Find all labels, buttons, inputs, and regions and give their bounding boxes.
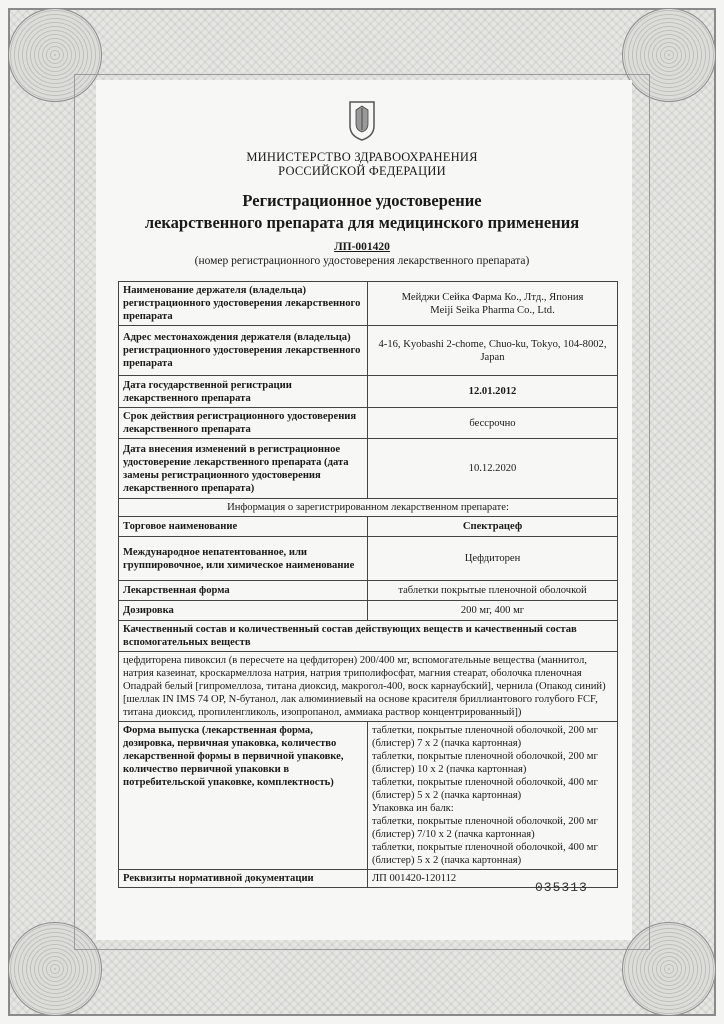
inn-value: Цефдиторен	[368, 537, 618, 581]
table-row	[119, 621, 618, 652]
trade-name-label: Торговое наименование	[119, 517, 368, 537]
holder-value-en: Meiji Seika Pharma Co., Ltd.	[430, 304, 555, 316]
dosage-value: 200 мг, 400 мг	[368, 601, 618, 621]
packaging-label: Форма выпуска (лекарственная форма, дозировка, первичная упаковка, количество лекарственной формы в первичной упаковке, количество первичной упаковки в потребительской упаковке, комплектность)	[119, 722, 368, 870]
registration-number: ЛП-001420	[334, 241, 390, 253]
change-date-value: 10.12.2020	[368, 439, 618, 499]
title-line: Регистрационное удостоверение	[242, 191, 482, 210]
reg-date-value: 12.01.2012	[368, 376, 618, 408]
packaging-line: таблетки, покрытые пленочной оболочкой, 400 мг	[372, 777, 598, 788]
table-row	[119, 376, 618, 408]
packaging-line: (блистер) 10 x 2 (пачка картонная)	[372, 764, 527, 775]
composition-value: цефдиторена пивоксил (в пересчете на цефдиторен) 200/400 мг, вспомогательные вещества (маннитол, натрия казеинат, кроскармеллоза натрия, натрия триполифосфат, магния стеарат, оболочка пленочная Опадрай белый [гипромеллоза, титана диоксид, макрогол-400, воск карнаубский], чернила (Опакод синий) [шеллак IN IMS 74 OP, N-бутанол, лак алюминиевый на основе красителя бриллиантового голубого FCF, титана диоксид, пропиленгликоль, изопропанол, аммиака раствор концентрированный])	[119, 652, 618, 722]
trade-name-value: Спектрацеф	[368, 517, 618, 537]
table-row	[119, 282, 618, 326]
table-row	[119, 517, 618, 537]
packaging-value	[368, 722, 618, 870]
packaging-line: таблетки, покрытые пленочной оболочкой, 200 мг	[372, 816, 598, 827]
packaging-line: таблетки, покрытые пленочной оболочкой, 200 мг	[372, 751, 598, 762]
table-row	[119, 499, 618, 517]
packaging-line: таблетки, покрытые пленочной оболочкой, 200 мг	[372, 725, 598, 736]
table-row	[119, 326, 618, 376]
packaging-line: (блистер) 7/10 x 2 (пачка картонная)	[372, 829, 535, 840]
coat-of-arms-icon	[347, 98, 377, 142]
serial-number: 035313	[535, 880, 588, 895]
normdoc-label: Реквизиты нормативной документации	[119, 870, 368, 888]
composition-header: Качественный состав и количественный состав действующих веществ и качественный состав вспомогательных веществ	[119, 621, 618, 652]
packaging-line: (блистер) 7 x 2 (пачка картонная)	[372, 738, 522, 749]
ministry-line: РОССИЙСКОЙ ФЕДЕРАЦИИ	[278, 164, 446, 178]
table-row	[119, 601, 618, 621]
table-row	[119, 581, 618, 601]
table-row	[119, 439, 618, 499]
registration-number-block	[150, 240, 574, 268]
validity-value: бессрочно	[368, 408, 618, 439]
packaging-line: Упаковка ин балк:	[372, 803, 454, 814]
packaging-line: (блистер) 5 x 2 (пачка картонная)	[372, 790, 522, 801]
form-label: Лекарственная форма	[119, 581, 368, 601]
title-line: лекарственного препарата для медицинского применения	[144, 213, 580, 232]
holder-label: Наименование держателя (владельца) регистрационного удостоверения лекарственного препарата	[119, 282, 368, 326]
ministry-line: МИНИСТЕРСТВО ЗДРАВООХРАНЕНИЯ	[246, 150, 478, 164]
packaging-line: (блистер) 5 x 2 (пачка картонная)	[372, 855, 522, 866]
holder-value	[368, 282, 618, 326]
document-title	[110, 190, 614, 234]
inn-label: Международное непатентованное, или группировочное, или химическое наименование	[119, 537, 368, 581]
address-label: Адрес местонахождения держателя (владельца) регистрационного удостоверения лекарственного препарата	[119, 326, 368, 376]
table-row	[119, 722, 618, 870]
table-row	[119, 652, 618, 722]
table-row	[119, 537, 618, 581]
table-row	[119, 408, 618, 439]
certificate-table	[118, 281, 618, 888]
packaging-line: таблетки, покрытые пленочной оболочкой, 400 мг	[372, 842, 598, 853]
holder-value-ru: Мейджи Сейка Фарма Ко., Лтд., Япония	[401, 291, 584, 303]
form-value: таблетки покрытые пленочной оболочкой	[368, 581, 618, 601]
change-date-label: Дата внесения изменений в регистрационное удостоверение лекарственного препарата (дата замены регистрационного удостоверения лекарственного препарата)	[119, 439, 368, 499]
ministry-name	[150, 150, 574, 178]
normdoc-value: ЛП 001420-120112	[368, 870, 618, 888]
info-header: Информация о зарегистрированном лекарственном препарате:	[119, 499, 618, 517]
reg-date-label: Дата государственной регистрации лекарственного препарата	[119, 376, 368, 408]
registration-number-caption: (номер регистрационного удостоверения лекарственного препарата)	[194, 255, 530, 267]
dosage-label: Дозировка	[119, 601, 368, 621]
validity-label: Срок действия регистрационного удостоверения лекарственного препарата	[119, 408, 368, 439]
address-value: 4-16, Kyobashi 2-chome, Chuo-ku, Tokyo, 104-8002, Japan	[368, 326, 618, 376]
